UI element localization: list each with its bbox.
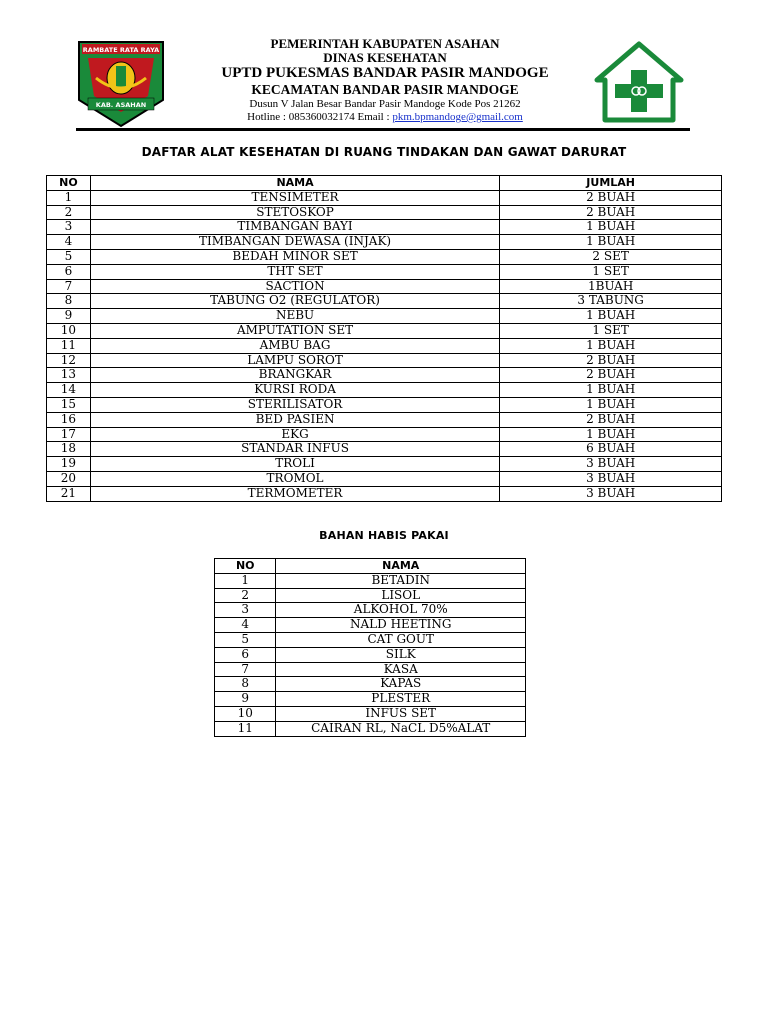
- row-no: 14: [47, 383, 91, 398]
- row-nama: CAT GOUT: [276, 632, 526, 647]
- row-no: 12: [47, 353, 91, 368]
- table-row: [47, 442, 722, 457]
- row-nama: CAIRAN RL, NaCL D5%ALAT: [276, 721, 526, 736]
- row-no: 11: [215, 721, 276, 736]
- row-nama: SACTION: [90, 279, 500, 294]
- table-row: [47, 309, 722, 324]
- table-row: [215, 618, 526, 633]
- column-header-no: NO: [47, 176, 91, 191]
- row-nama: TIMBANGAN DEWASA (INJAK): [90, 235, 500, 250]
- letterhead-contact: [180, 111, 590, 124]
- row-no: 6: [215, 647, 276, 662]
- table-row: [47, 457, 722, 472]
- row-jumlah: 2 BUAH: [500, 353, 722, 368]
- table-row: [47, 353, 722, 368]
- row-nama: KAPAS: [276, 677, 526, 692]
- row-no: 1: [47, 190, 91, 205]
- table-row: [47, 471, 722, 486]
- logo-label-text: KAB. ASAHAN: [95, 101, 147, 109]
- row-nama: AMPUTATION SET: [90, 323, 500, 338]
- letterhead-divider: [76, 128, 690, 131]
- table-row: [47, 205, 722, 220]
- row-jumlah: 3 BUAH: [500, 457, 722, 472]
- row-nama: ALKOHOL 70%: [276, 603, 526, 618]
- row-no: 20: [47, 471, 91, 486]
- equipment-list-title: DAFTAR ALAT KESEHATAN DI RUANG TINDAKAN DAN GAWAT DARURAT: [141, 145, 627, 159]
- table-row: [47, 190, 722, 205]
- column-header-nama: NAMA: [276, 559, 526, 574]
- table-row: [215, 721, 526, 736]
- row-no: 8: [47, 294, 91, 309]
- table-row: [47, 397, 722, 412]
- letterhead-text: [180, 36, 590, 124]
- table-row: [47, 383, 722, 398]
- row-jumlah: 2 SET: [500, 249, 722, 264]
- row-no: 15: [47, 397, 91, 412]
- row-nama: STERILISATOR: [90, 397, 500, 412]
- row-nama: EKG: [90, 427, 500, 442]
- row-no: 11: [47, 338, 91, 353]
- row-nama: PLESTER: [276, 692, 526, 707]
- row-nama: TROLI: [90, 457, 500, 472]
- table-row: [47, 323, 722, 338]
- row-nama: BRANGKAR: [90, 368, 500, 383]
- column-header-jumlah: JUMLAH: [500, 176, 722, 191]
- table-row: [215, 662, 526, 677]
- row-no: 6: [47, 264, 91, 279]
- letterhead: [0, 0, 768, 135]
- letterhead-line-3: UPTD PUKESMAS BANDAR PASIR MANDOGE: [221, 65, 549, 81]
- table-row: [215, 632, 526, 647]
- table-row: [215, 573, 526, 588]
- row-no: 9: [215, 692, 276, 707]
- table-row: [215, 677, 526, 692]
- table-row: [215, 647, 526, 662]
- row-no: 21: [47, 486, 91, 501]
- row-jumlah: 1 BUAH: [500, 309, 722, 324]
- row-no: 1: [215, 573, 276, 588]
- row-nama: TROMOL: [90, 471, 500, 486]
- table-row: [47, 412, 722, 427]
- puskesmas-logo: [593, 40, 685, 124]
- row-nama: THT SET: [90, 264, 500, 279]
- row-nama: KURSI RODA: [90, 383, 500, 398]
- row-no: 18: [47, 442, 91, 457]
- table-row: [47, 294, 722, 309]
- row-nama: BETADIN: [276, 573, 526, 588]
- table-row: [47, 486, 722, 501]
- row-nama: BED PASIEN: [90, 412, 500, 427]
- row-no: 5: [47, 249, 91, 264]
- row-nama: TABUNG O2 (REGULATOR): [90, 294, 500, 309]
- row-jumlah: 3 BUAH: [500, 486, 722, 501]
- letterhead-line-2: DINAS KESEHATAN: [323, 50, 447, 65]
- row-no: 7: [47, 279, 91, 294]
- equipment-table: [46, 175, 722, 502]
- consumables-table: [214, 558, 526, 737]
- row-jumlah: 1 BUAH: [500, 220, 722, 235]
- row-jumlah: 2 BUAH: [500, 368, 722, 383]
- row-jumlah: 1 SET: [500, 323, 722, 338]
- row-jumlah: 6 BUAH: [500, 442, 722, 457]
- row-nama: KASA: [276, 662, 526, 677]
- row-no: 10: [215, 706, 276, 721]
- row-no: 2: [47, 205, 91, 220]
- row-no: 16: [47, 412, 91, 427]
- row-jumlah: 1 BUAH: [500, 338, 722, 353]
- row-no: 19: [47, 457, 91, 472]
- row-no: 9: [47, 309, 91, 324]
- row-nama: NEBU: [90, 309, 500, 324]
- row-jumlah: 3 TABUNG: [500, 294, 722, 309]
- row-nama: STETOSKOP: [90, 205, 500, 220]
- column-header-nama: NAMA: [90, 176, 500, 191]
- row-no: 5: [215, 632, 276, 647]
- row-jumlah: 2 BUAH: [500, 412, 722, 427]
- row-jumlah: 3 BUAH: [500, 471, 722, 486]
- letterhead-line-1: PEMERINTAH KABUPATEN ASAHAN: [270, 36, 500, 51]
- row-no: 2: [215, 588, 276, 603]
- row-no: 4: [215, 618, 276, 633]
- table-row: [215, 603, 526, 618]
- hotline-text: Hotline : 085360032174 Email :: [247, 111, 393, 123]
- column-header-no: NO: [215, 559, 276, 574]
- row-jumlah: 1 BUAH: [500, 397, 722, 412]
- row-no: 8: [215, 677, 276, 692]
- table-row: [47, 368, 722, 383]
- row-no: 13: [47, 368, 91, 383]
- row-nama: SILK: [276, 647, 526, 662]
- row-nama: STANDAR INFUS: [90, 442, 500, 457]
- row-nama: TIMBANGAN BAYI: [90, 220, 500, 235]
- table-row: [47, 279, 722, 294]
- row-no: 10: [47, 323, 91, 338]
- row-jumlah: 1 BUAH: [500, 427, 722, 442]
- table-header-row: [47, 176, 722, 191]
- row-nama: INFUS SET: [276, 706, 526, 721]
- table-header-row: [215, 559, 526, 574]
- row-jumlah: 1 BUAH: [500, 383, 722, 398]
- table-row: [47, 338, 722, 353]
- row-nama: TERMOMETER: [90, 486, 500, 501]
- row-nama: AMBU BAG: [90, 338, 500, 353]
- table-row: [47, 427, 722, 442]
- row-no: 17: [47, 427, 91, 442]
- row-no: 3: [215, 603, 276, 618]
- table-row: [215, 706, 526, 721]
- kabupaten-asahan-logo: [76, 38, 166, 128]
- table-row: [215, 692, 526, 707]
- row-no: 4: [47, 235, 91, 250]
- consumables-title: BAHAN HABIS PAKAI: [319, 529, 449, 542]
- email-link[interactable]: pkm.bpmandoge@gmail.com: [392, 111, 523, 123]
- table-row: [215, 588, 526, 603]
- row-jumlah: 1 SET: [500, 264, 722, 279]
- row-jumlah: 1 BUAH: [500, 235, 722, 250]
- row-nama: TENSIMETER: [90, 190, 500, 205]
- letterhead-line-4: KECAMATAN BANDAR PASIR MANDOGE: [251, 82, 519, 97]
- row-jumlah: 2 BUAH: [500, 190, 722, 205]
- table-row: [47, 264, 722, 279]
- letterhead-address: Dusun V Jalan Besar Bandar Pasir Mandoge Kode Pos 21262: [249, 98, 521, 110]
- row-nama: LISOL: [276, 588, 526, 603]
- row-nama: NALD HEETING: [276, 618, 526, 633]
- row-jumlah: 1BUAH: [500, 279, 722, 294]
- logo-banner-text: RAMBATE RATA RAYA: [82, 46, 160, 54]
- row-no: 3: [47, 220, 91, 235]
- table-row: [47, 249, 722, 264]
- row-nama: LAMPU SOROT: [90, 353, 500, 368]
- table-row: [47, 235, 722, 250]
- row-nama: BEDAH MINOR SET: [90, 249, 500, 264]
- table-row: [47, 220, 722, 235]
- row-no: 7: [215, 662, 276, 677]
- row-jumlah: 2 BUAH: [500, 205, 722, 220]
